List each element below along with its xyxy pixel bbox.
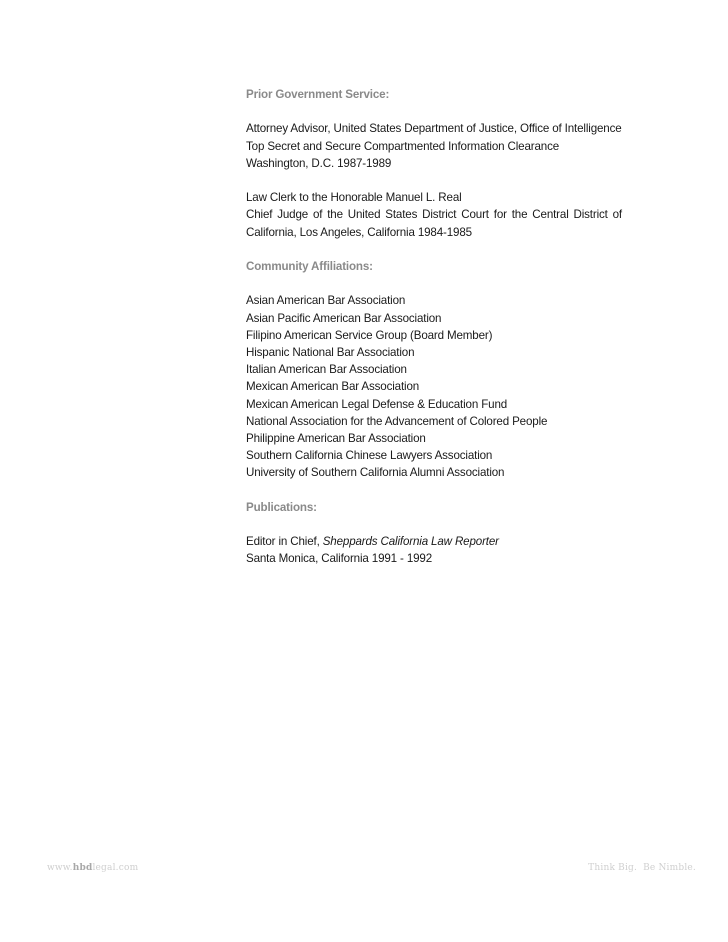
entry-line: Chief Judge of the United States District Court for the Central District of — [246, 208, 622, 222]
list-item: University of Southern California Alumni Association — [246, 466, 505, 480]
publication-entry — [246, 533, 622, 567]
government-entry-doj — [246, 120, 622, 172]
government-service-heading: Prior Government Service: — [246, 88, 390, 101]
publication-title-line — [246, 533, 622, 550]
list-item: Italian American Bar Association — [246, 363, 407, 377]
tagline-part: Think Big. — [588, 863, 638, 873]
tagline-part: Be Nimble. — [643, 863, 696, 873]
footer-website — [47, 863, 138, 873]
website-prefix: www. — [47, 863, 73, 873]
list-item: Hispanic National Bar Association — [246, 345, 415, 359]
list-item: Filipino American Service Group (Board Member) — [246, 328, 493, 342]
list-item: Mexican American Legal Defense & Education Fund — [246, 397, 508, 411]
government-entry-law-clerk — [246, 189, 622, 241]
publication-title: Sheppards California Law Reporter — [322, 535, 499, 549]
affiliations-list — [246, 292, 622, 481]
entry-line: Law Clerk to the Honorable Manuel L. Real — [246, 191, 462, 205]
list-item: Mexican American Bar Association — [246, 380, 420, 394]
footer-tagline — [588, 863, 696, 873]
website-suffix: legal.com — [92, 863, 139, 873]
list-item: Asian Pacific American Bar Association — [246, 311, 442, 325]
resume-content — [246, 86, 622, 568]
list-item: Philippine American Bar Association — [246, 432, 426, 445]
entry-line: California, Los Angeles, California 1984-1985 — [246, 225, 472, 239]
entry-line: Washington, D.C. 1987-1989 — [246, 156, 392, 170]
publication-location: Santa Monica, California 1991 - 1992 — [246, 552, 433, 566]
publication-role: Editor in Chief, — [246, 535, 323, 549]
website-brand: hbd — [72, 863, 93, 873]
entry-line: Attorney Advisor, United States Department of Justice, Office of Intelligence — [246, 122, 622, 136]
community-affiliations-heading: Community Affiliations: — [246, 259, 373, 273]
list-item: National Association for the Advancement of Colored People — [246, 414, 548, 428]
list-item: Southern California Chinese Lawyers Association — [246, 449, 493, 463]
entry-line: Top Secret and Secure Compartmented Information Clearance — [246, 139, 560, 153]
publications-heading: Publications: — [246, 500, 317, 514]
list-item: Asian American Bar Association — [246, 294, 406, 308]
